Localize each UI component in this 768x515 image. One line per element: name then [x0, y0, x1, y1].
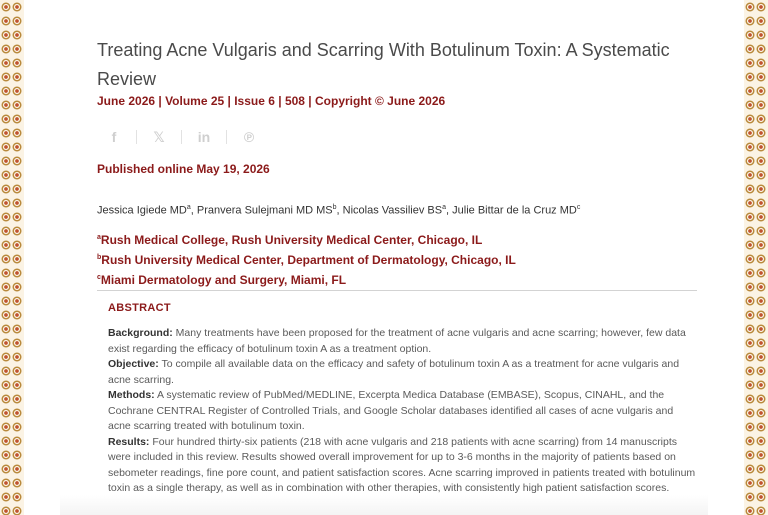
affiliation-mark: b [97, 254, 102, 261]
author-list: Jessica Igiede $MD^a$, Pranvera Sulejmani MD $MS^b$, Nicolas Vassiliev $BS^a$, Julie Bittar de la Cruz $MD^c$ [97, 204, 581, 217]
affiliation-text: Rush Medical College, Rush University Medical Center, Chicago, IL [100, 233, 483, 247]
abstract-background [108, 326, 698, 357]
published-date: Published online May 19, 2026 [97, 162, 270, 176]
author-affiliation-mark: b [332, 204, 337, 211]
journal-citation: June 2026 | Volume 25 | Issue 6 | 508 | Copyright © June 2026 [97, 94, 446, 108]
affiliation-text: Rush University Medical Center, Department of Dermatology, Chicago, IL [101, 253, 516, 267]
share-bar [105, 128, 258, 146]
author-name[interactable]: Pranvera Sulejmani MD MS [196, 204, 333, 217]
section-divider [97, 290, 697, 291]
abstract-methods [108, 388, 698, 435]
abstract-label: Results: [108, 435, 150, 448]
abstract-text: A systematic review of PubMed/MEDLINE, Excerpta Medica Database (EMBASE), Scopus, CINAHL, and the Cochrane CENTRAL Register of Controlled Trials, and Google Scholar databases identified all cases of acne vulgaris and acne scarring treated with botulinum toxin. [108, 389, 674, 432]
abstract-heading: ABSTRACT [108, 302, 171, 314]
affiliations [97, 229, 516, 289]
author-name[interactable]: Julie Bittar de la Cruz MD [452, 204, 577, 217]
author-name[interactable]: Jessica Igiede MD [97, 204, 187, 217]
decorative-border-right [744, 0, 768, 515]
share-divider [181, 130, 182, 144]
bottom-fade [60, 495, 708, 515]
share-divider [136, 130, 137, 144]
linkedin-icon[interactable]: in [197, 129, 211, 145]
share-divider [226, 130, 227, 144]
affiliation-text: Miami Dermatology and Surgery, Miami, FL [100, 273, 347, 287]
abstract-results [108, 435, 698, 497]
facebook-icon[interactable]: f [111, 129, 117, 145]
author-name[interactable]: Nicolas Vassiliev BS [342, 204, 443, 217]
x-twitter-icon[interactable]: 𝕏 [153, 128, 165, 145]
affiliation-item [97, 269, 516, 289]
author-affiliation-mark: a [442, 204, 447, 211]
author-affiliation-mark: a [186, 204, 191, 211]
pinterest-icon[interactable]: ℗ [243, 129, 255, 145]
author-affiliation-mark: c [576, 204, 581, 211]
affiliation-item [97, 249, 516, 269]
abstract-text: To compile all available data on the efficacy and safety of botulinum toxin A as a treatment for acne vulgaris and acne scarring. [108, 358, 680, 386]
article-title: Treating Acne Vulgaris and Scarring With Botulinum Toxin: A Systematic Review [97, 40, 670, 89]
decorative-border-left [0, 0, 24, 515]
affiliation-mark: c [97, 274, 101, 281]
abstract-text: Four hundred thirty-six patients (218 with acne vulgaris and 218 patients with acne scarring) from 14 manuscripts were included in this review. Results showed overall improvement for up to 3-6 months in the majority of patients based on sebometer readings, fine pore count, and patient satisfaction scores. Acne scarring improved in patients treated with botulinum toxin as a single therapy, as well as in combination with other therapies, with consistently high patient satisfaction scores. [108, 435, 696, 494]
abstract-text: Many treatments have been proposed for the treatment of acne vulgaris and acne scarring; however, few data exist regarding the efficacy of botulinum toxin A as a treatment option. [108, 327, 686, 355]
abstract-label: Methods: [108, 389, 155, 401]
affiliation-mark: a [97, 234, 101, 241]
affiliation-item [97, 229, 516, 249]
abstract-objective [108, 357, 698, 388]
abstract-body [108, 326, 698, 497]
abstract-label: Background: [108, 327, 173, 339]
abstract-label: Objective: [108, 358, 159, 370]
